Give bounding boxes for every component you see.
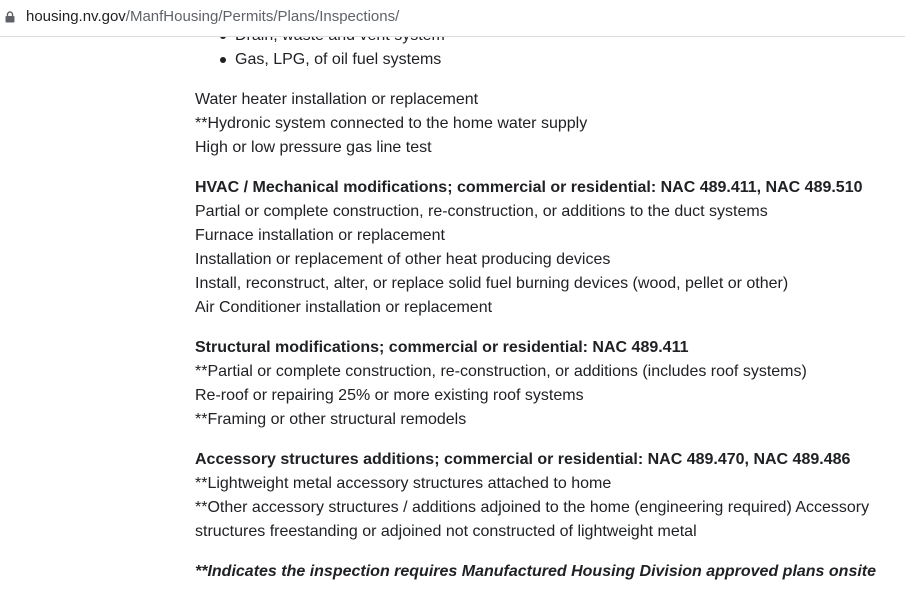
inspection-item: **Hydronic system connected to the home water supply <box>195 115 588 132</box>
url-host: housing.nv.gov <box>26 8 126 25</box>
inspection-item: Partial or complete construction, re-construction, or additions to the duct systems <box>195 203 768 220</box>
inspection-item: Install, reconstruct, alter, or replace solid fuel burning devices (wood, pellet or other) <box>195 275 789 292</box>
inspection-item: Water heater installation or replacement <box>195 91 479 108</box>
structural-section <box>195 336 807 432</box>
inspection-item: Installation or replacement of other heat producing devices <box>195 251 611 268</box>
plans-footnote: **Indicates the inspection requires Manufactured Housing Division approved plans onsite <box>195 563 877 580</box>
address-bar[interactable] <box>0 0 905 37</box>
hvac-heading: HVAC / Mechanical modifications; commercial or residential: NAC 489.411, NAC 489.510 <box>195 179 863 196</box>
inspection-item: **Framing or other structural remodels <box>195 411 467 428</box>
url-path: /ManfHousing/Permits/Plans/Inspections/ <box>125 8 400 25</box>
inspection-item: Re-roof or repairing 25% or more existing roof systems <box>195 387 584 404</box>
lock-icon <box>5 11 15 23</box>
list-item: Gas, LPG, of oil fuel systems <box>195 48 445 72</box>
plumbing-section <box>195 88 587 160</box>
url-text[interactable] <box>26 8 399 26</box>
inspection-item: **Lightweight metal accessory structures attached to home <box>195 475 612 492</box>
inspection-item: **Other accessory structures / additions adjoined to the home (engineering required) Accessory structures freestanding or adjoined not constructed of lightweight metal <box>195 499 870 540</box>
inspection-item: Air Conditioner installation or replacement <box>195 299 493 316</box>
hvac-section <box>195 176 863 320</box>
inspection-item: Furnace installation or replacement <box>195 227 445 244</box>
inspection-item: **Partial or complete construction, re-construction, or additions (includes roof systems) <box>195 363 807 380</box>
accessory-section <box>195 448 885 544</box>
inspection-item: High or low pressure gas line test <box>195 139 432 156</box>
structural-heading: Structural modifications; commercial or residential: NAC 489.411 <box>195 339 689 356</box>
accessory-heading: Accessory structures additions; commercial or residential: NAC 489.470, NAC 489.486 <box>195 451 851 468</box>
